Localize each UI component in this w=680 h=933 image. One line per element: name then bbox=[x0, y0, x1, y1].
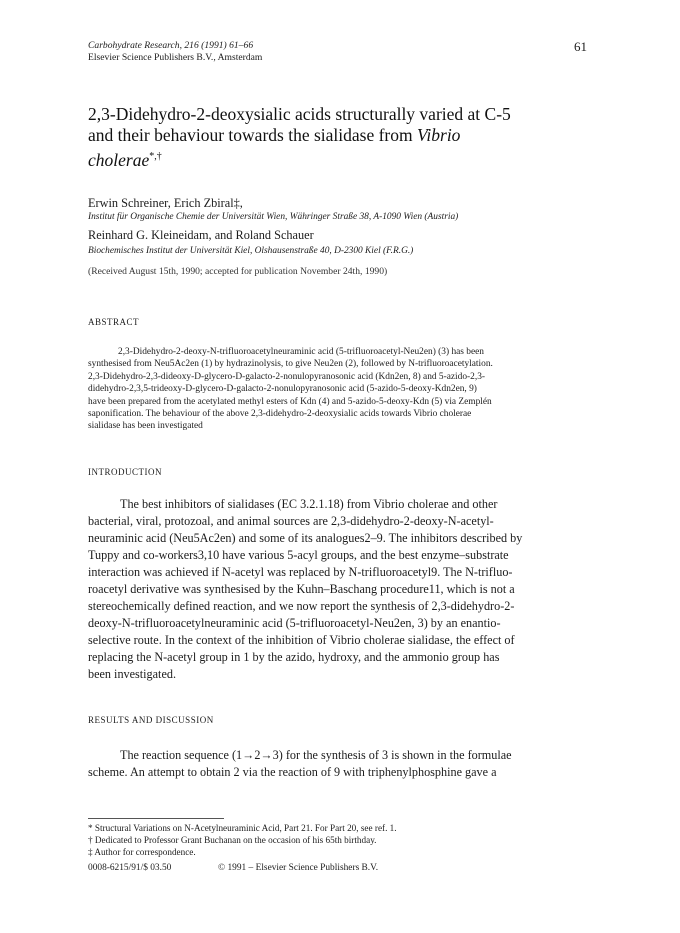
title-line-2-text: and their behaviour towards the sialidase from bbox=[88, 125, 417, 145]
abstract-line: 2,3-Didehydro-2-deoxy-N-trifluoroacetylneuraminic acid (5-trifluoroacetyl-Neu2en) (3) has been bbox=[118, 347, 484, 357]
intro-line: The best inhibitors of sialidases (EC 3.2.1.18) from Vibrio cholerae and other bbox=[120, 497, 498, 511]
abstract-line: 2,3-Didehydro-2,3-dideoxy-D-glycero-D-galacto-2-nonulopyranosonic acid (Kdn2en, 8) and 5-azido-2,3- bbox=[88, 371, 486, 382]
journal-citation: Carbohydrate Research, 216 (1991) 61–66 bbox=[88, 40, 254, 51]
intro-line: interaction was achieved if N-acetyl was replaced by N-trifluoroacetyl9. The N-trifluo- bbox=[88, 565, 513, 579]
title-line-1: 2,3-Didehydro-2-deoxysialic acids structurally varied at C-5 bbox=[88, 104, 511, 124]
intro-line: Tuppy and co-workers3,10 have various 5-acyl groups, and the best enzyme–substrate bbox=[88, 548, 509, 562]
publisher-line: Elsevier Science Publishers B.V., Amsterdam bbox=[88, 52, 263, 63]
issn-code: 0008-6215/91/$ 03.50 bbox=[88, 863, 172, 873]
footnote-line: ‡ Author for correspondence. bbox=[88, 847, 196, 857]
author-group-1-names: Erwin Schreiner, Erich Zbiral‡, bbox=[88, 196, 243, 210]
title-italic-species: cholerae bbox=[88, 149, 150, 170]
author-group-1-affiliation: Institut für Organische Chemie der Universität Wien, Währinger Straße 38, A-1090 Wien (Austria) bbox=[88, 212, 459, 222]
intro-line: been investigated. bbox=[88, 667, 176, 681]
intro-line: roacetyl derivative was synthesised by the Kuhn–Baschang procedure11, which is not a bbox=[88, 582, 515, 596]
results-body bbox=[88, 747, 592, 781]
article-title bbox=[88, 104, 608, 171]
results-line: The reaction sequence (1→2→3) for the synthesis of 3 is shown in the formulae bbox=[120, 748, 512, 762]
results-line: scheme. An attempt to obtain 2 via the reaction of 9 with triphenylphosphine gave a bbox=[88, 765, 497, 779]
copyright-notice: © 1991 – Elsevier Science Publishers B.V. bbox=[218, 863, 379, 873]
intro-line: selective route. In the context of the inhibition of Vibrio cholerae sialidase, the effect of bbox=[88, 633, 515, 647]
abstract-heading: ABSTRACT bbox=[88, 317, 140, 327]
intro-line: neuraminic acid (Neu5Ac2en) and some of its analogues2–9. The inhibitors described by bbox=[88, 531, 523, 545]
title-footnote-marks: *,† bbox=[149, 151, 162, 162]
results-heading: RESULTS AND DISCUSSION bbox=[88, 715, 214, 725]
page-number: 61 bbox=[574, 39, 587, 54]
abstract-line: didehydro-2,3,5-trideoxy-D-glycero-D-galacto-2-nonulopyranosonic acid (5-azido-5-deoxy-Kdn2en, 9) bbox=[88, 384, 477, 395]
footnote-line: * Structural Variations on N-Acetylneuraminic Acid, Part 21. For Part 20, see ref. 1. bbox=[88, 823, 397, 833]
title-italic-genus: Vibrio bbox=[417, 125, 461, 145]
abstract-line: sialidase has been investigated bbox=[88, 421, 203, 432]
footnotes bbox=[88, 822, 397, 858]
footnote-line: † Dedicated to Professor Grant Buchanan on the occasion of his 65th birthday. bbox=[88, 835, 377, 845]
footnote-rule bbox=[88, 818, 224, 819]
author-group-2-affiliation: Biochemisches Institut der Universität Kiel, Olshausenstraße 40, D-2300 Kiel (F.R.G.) bbox=[88, 246, 414, 256]
intro-line: deoxy-N-trifluoroacetylneuraminic acid (5-trifluoroacetyl-Neu2en, 3) by an enantio- bbox=[88, 616, 501, 630]
intro-line: replacing the N-acetyl group in 1 by the azido, hydroxy, and the ammonio group has bbox=[88, 650, 500, 664]
abstract-body bbox=[88, 346, 592, 433]
author-group-2-names: Reinhard G. Kleineidam, and Roland Schauer bbox=[88, 228, 314, 242]
abstract-line: synthesised from Neu5Ac2en (1) by hydrazinolysis, to give Neu2en (2), followed by N-trifluoroacetylation. bbox=[88, 359, 493, 370]
abstract-line: have been prepared from the acetylated methyl esters of Kdn (4) and 5-azido-5-deoxy-Kdn (5) via Zemplén bbox=[88, 396, 492, 407]
received-dates: (Received August 15th, 1990; accepted for publication November 24th, 1990) bbox=[88, 266, 388, 277]
abstract-line: saponification. The behaviour of the above 2,3-didehydro-2-deoxysialic acids towards Vibrio cholerae bbox=[88, 409, 472, 420]
introduction-heading: INTRODUCTION bbox=[88, 467, 162, 477]
introduction-body bbox=[88, 496, 592, 683]
intro-line: bacterial, viral, protozoal, and animal sources are 2,3-didehydro-2-deoxy-N-acetyl- bbox=[88, 514, 494, 528]
title-line-3 bbox=[88, 146, 608, 171]
intro-line: stereochemically defined reaction, and we now report the synthesis of 2,3-didehydro-2- bbox=[88, 599, 515, 613]
title-line-2 bbox=[88, 125, 608, 146]
